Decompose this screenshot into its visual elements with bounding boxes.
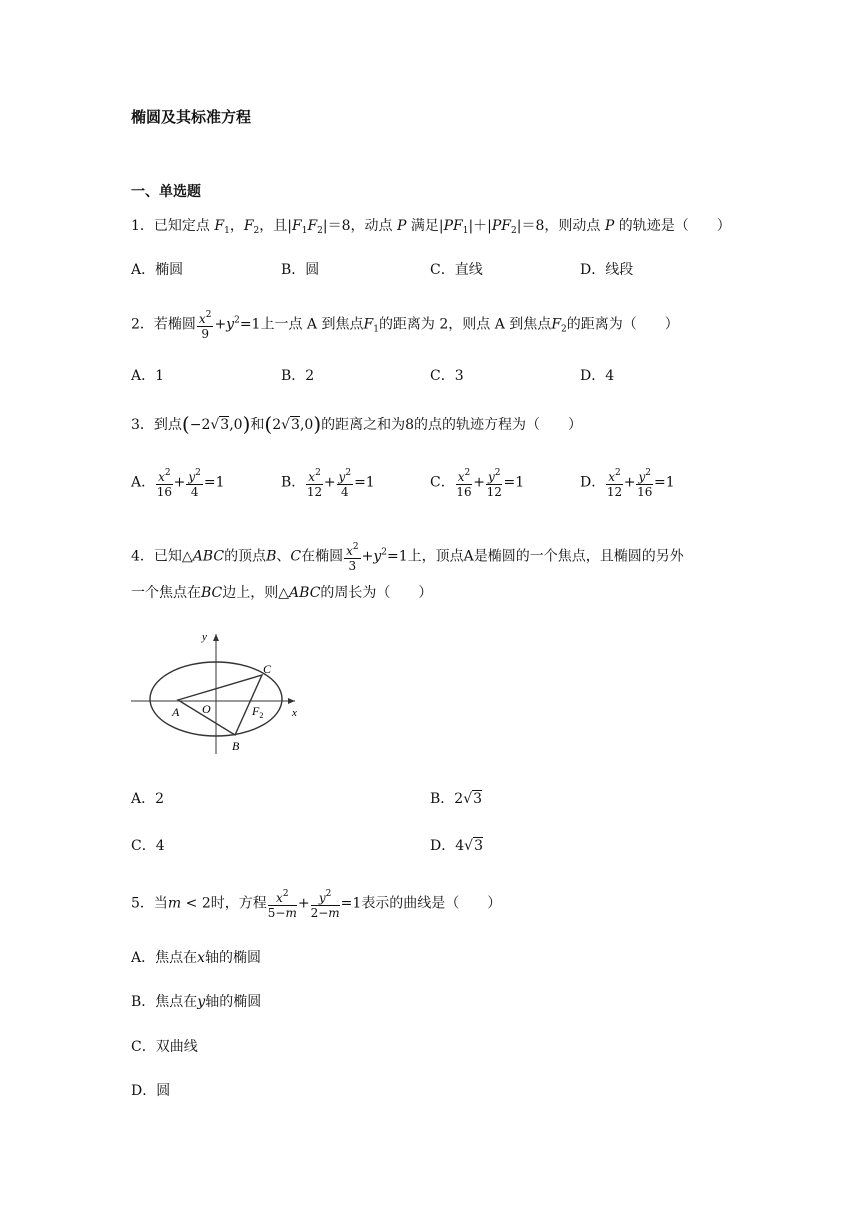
question-5-stem: 5．当m < 2时，方程 $\frac{x^2}{5-m}$ + $\frac{y^2}{2-m}$ =1表示的曲线是（ ） (131, 889, 502, 920)
triangle-abc (178, 675, 262, 735)
label-c: C (263, 662, 272, 676)
q5-option-d[interactable]: D．圆 (131, 1083, 171, 1099)
q5-option-b[interactable]: B．焦点在y轴的椭圆 (131, 994, 262, 1010)
question-3-stem: 3．到点(−2√3,0)和(2√3,0)的距离之和为8的点的轨迹方程为（ ） (131, 412, 583, 436)
label-x: x (292, 707, 297, 719)
label-y: y (202, 631, 207, 643)
q3-option-d[interactable]: D． $\frac{x^2}{12}$ + $\frac{y^2}{16}$ =1 (580, 468, 675, 499)
label-f2: $F_2$ (252, 704, 264, 720)
label-b: B (232, 739, 240, 753)
question-2-stem: 2．若椭圆 $\frac{x^2}{9}$ $+y^2=1$上一点 A 到焦点$F_1$的距离为 2，则点 A 到焦点$F_2$的距离为（ ） (131, 310, 679, 341)
label-o: O (202, 702, 211, 716)
q2-option-d[interactable]: D．4 (580, 368, 615, 384)
q4-option-a[interactable]: A．2 (131, 791, 165, 807)
q3-option-b[interactable]: B． $\frac{x^2}{12}$ + $\frac{y^2}{4}$ =1 (281, 468, 375, 499)
question-4-stem-line2: 一个焦点在BC边上，则△ABC的周长为（ ） (131, 585, 433, 601)
q1-option-b[interactable]: B．圆 (281, 262, 320, 278)
q3-option-a[interactable]: A． $\frac{x^2}{16}$ + $\frac{y^2}{4}$ =1 (131, 468, 225, 499)
question-1-stem: 1．已知定点 $F_1$，$F_2$，且$|F_1F_2|=8$，动点 P 满足$|PF_1|+|PF_2|=8$，则动点 P 的轨迹是（ ） (131, 218, 731, 236)
question-4-stem-line1: 4．已知△ABC的顶点B、C在椭圆 $\frac{x^2}{3}$ $+y^2=1$上，顶点A是椭圆的一个焦点，且椭圆的另外 (131, 542, 684, 573)
q2-option-c[interactable]: C．3 (430, 368, 464, 384)
q4-option-d[interactable]: D．4√3 (430, 838, 483, 854)
ellipse-triangle-figure (125, 628, 310, 758)
q4-option-c[interactable]: C．4 (131, 838, 165, 854)
page-title: 椭圆及其标准方程 (131, 108, 252, 126)
q2-option-b[interactable]: B．2 (281, 368, 315, 384)
q4-option-b[interactable]: B．2√3 (430, 791, 483, 807)
q1-option-d[interactable]: D．线段 (580, 262, 634, 278)
label-a: A (172, 705, 180, 719)
q1-option-c[interactable]: C．直线 (430, 262, 483, 278)
q2-option-a[interactable]: A．1 (131, 368, 165, 384)
q5-option-a[interactable]: A．焦点在x轴的椭圆 (131, 950, 262, 966)
q3-option-c[interactable]: C． $\frac{x^2}{16}$ + $\frac{y^2}{12}$ =1 (430, 468, 525, 499)
q5-option-c[interactable]: C．双曲线 (131, 1039, 198, 1055)
q1-option-a[interactable]: A．椭圆 (131, 262, 184, 278)
section-heading: 一、单选题 (131, 184, 201, 200)
